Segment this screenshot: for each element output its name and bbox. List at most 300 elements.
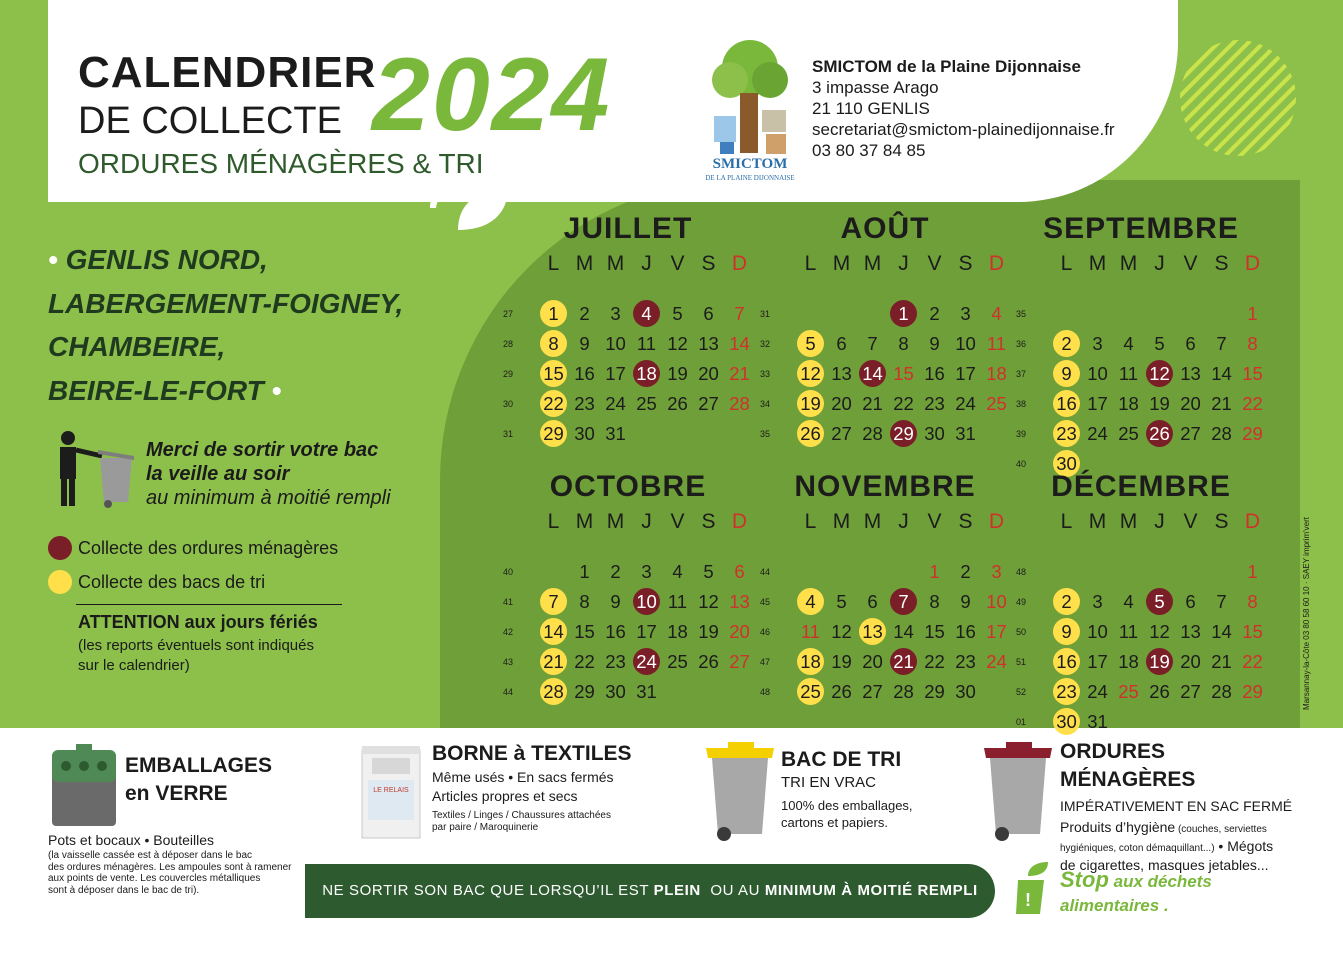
calendar-day: 26 <box>831 681 852 702</box>
calendar-day: 31 <box>605 423 626 444</box>
calendar-day: 15 <box>1242 621 1263 642</box>
calendar-day: 17 <box>1087 393 1108 414</box>
weekday-header <box>1043 510 1260 536</box>
calendar-day: 16 <box>1053 648 1080 675</box>
calendar-day: 29 <box>924 681 945 702</box>
calendar-day: 17 <box>636 621 657 642</box>
attention-subtext: (les reports éventuels sont indiqués sur le calendrier) <box>78 637 314 674</box>
weekday-label: V <box>670 510 685 533</box>
textile-lines: Même usés • En sacs fermés Articles propres et secs <box>432 769 614 804</box>
title-line-2: DE COLLECTE <box>78 100 342 142</box>
calendar-day: 27 <box>729 651 750 672</box>
calendar-day: 25 <box>1118 681 1139 702</box>
calendar-day: 27 <box>862 681 883 702</box>
leaf-decoration-icon <box>428 182 510 232</box>
printer-credit: Marsannay-la-Côte 03 80 58 60 10 · SAEY imprim'vert <box>1302 516 1311 710</box>
calendar-day: 24 <box>1087 423 1108 444</box>
calendar-day: 2 <box>1053 588 1080 615</box>
calendar-day: 20 <box>831 393 852 414</box>
week-number: 34 <box>760 399 771 409</box>
calendar-day: 29 <box>540 420 567 447</box>
week-number: 40 <box>503 567 514 577</box>
calendar-day: 4 <box>633 300 660 327</box>
calendar-day: 7 <box>890 588 917 615</box>
calendar-day: 4 <box>797 588 824 615</box>
weekday-label: D <box>731 510 748 533</box>
stop-food-waste-icon <box>1014 860 1054 916</box>
weekday-label: L <box>1060 510 1073 533</box>
month-title: DÉCEMBRE <box>1051 470 1231 503</box>
calendar-day: 7 <box>734 303 745 324</box>
week-number: 51 <box>1016 657 1027 667</box>
calendar-day: 29 <box>1242 681 1263 702</box>
weekday-label: J <box>641 252 652 275</box>
calendar-day: 21 <box>890 648 917 675</box>
calendar-day: 3 <box>1092 591 1103 612</box>
weekday-label: D <box>988 510 1005 533</box>
calendar-day: 8 <box>898 333 909 354</box>
week-number: 49 <box>1016 597 1027 607</box>
svg-text:LE RELAIS: LE RELAIS <box>373 787 409 794</box>
calendar-day: 12 <box>698 591 719 612</box>
calendar-day: 15 <box>1242 363 1263 384</box>
week-number: 50 <box>1016 627 1027 637</box>
calendar-day: 14 <box>540 618 567 645</box>
person-putting-out-bin-icon <box>50 430 140 510</box>
town-3: CHAMBEIRE, <box>48 331 226 362</box>
weekday-label: V <box>1183 252 1198 275</box>
calendar-day: 28 <box>893 681 914 702</box>
bottom-banner: NE SORTIR SON BAC QUE LORSQU’IL EST PLEIN OU AU MINIMUM À MOITIÉ REMPLI <box>305 864 995 918</box>
calendar-day: 28 <box>1211 423 1232 444</box>
calendar-day: 18 <box>633 360 660 387</box>
month-4 <box>503 470 753 730</box>
weekday-label: L <box>1060 252 1073 275</box>
calendar-day: 22 <box>1242 393 1263 414</box>
calendar-day: 26 <box>667 393 688 414</box>
month-title: OCTOBRE <box>549 470 707 503</box>
calendar-day: 29 <box>1242 423 1263 444</box>
calendar-day: 16 <box>605 621 626 642</box>
calendar-day: 1 <box>890 300 917 327</box>
calendar-day: 4 <box>991 303 1002 324</box>
calendar-day: 28 <box>540 678 567 705</box>
week-number: 29 <box>503 369 514 379</box>
weekday-label: L <box>804 252 817 275</box>
org-email[interactable]: secretariat@smictom-plainedijonnaise.fr <box>812 120 1115 139</box>
attention-divider <box>76 604 342 605</box>
calendar-day: 25 <box>986 393 1007 414</box>
weekday-label: J <box>1154 252 1165 275</box>
calendar-day: 9 <box>1053 618 1080 645</box>
weekday-label: D <box>731 252 748 275</box>
weekday-label: M <box>863 252 882 275</box>
calendar-day: 17 <box>955 363 976 384</box>
calendar-day: 8 <box>1247 333 1258 354</box>
calendar-day: 18 <box>1118 393 1139 414</box>
calendar-day: 13 <box>859 618 886 645</box>
calendar-day: 13 <box>698 333 719 354</box>
calendar-day: 31 <box>955 423 976 444</box>
week-number: 31 <box>760 309 771 319</box>
calendar-day: 15 <box>893 363 914 384</box>
calendar-day: 18 <box>986 363 1007 384</box>
weekday-label: J <box>1154 510 1165 533</box>
calendar-day: 19 <box>1149 393 1170 414</box>
calendar-day: 23 <box>955 651 976 672</box>
calendar-day: 1 <box>1247 303 1258 324</box>
calendar-day: 14 <box>893 621 914 642</box>
weekday-label: V <box>927 252 942 275</box>
calendar-day: 1 <box>929 561 940 582</box>
calendar-day: 6 <box>734 561 745 582</box>
calendar-day: 8 <box>579 591 590 612</box>
calendar-day: 11 <box>986 333 1007 354</box>
month-6 <box>1016 470 1266 730</box>
calendar-day: 28 <box>862 423 883 444</box>
om-title: ORDURES MÉNAGÈRES <box>1060 740 1196 791</box>
calendar-day: 19 <box>667 363 688 384</box>
week-number: 43 <box>503 657 514 667</box>
calendar-day: 12 <box>797 360 824 387</box>
calendar-day: 7 <box>1216 333 1227 354</box>
calendar-day: 6 <box>703 303 714 324</box>
tri-sub: TRI EN VRAC <box>781 774 877 791</box>
calendar-day: 22 <box>924 651 945 672</box>
calendar-day: 27 <box>831 423 852 444</box>
legend-om-label: Collecte des ordures ménagères <box>78 538 339 558</box>
calendar-day: 8 <box>1247 591 1258 612</box>
calendar-day: 30 <box>924 423 945 444</box>
calendar-day: 3 <box>960 303 971 324</box>
weekday-label: J <box>641 510 652 533</box>
calendar-day: 27 <box>1180 681 1201 702</box>
week-number: 30 <box>503 399 514 409</box>
week-number: 48 <box>1016 567 1027 577</box>
calendar-day: 13 <box>1180 363 1201 384</box>
calendar-day: 1 <box>1247 561 1258 582</box>
calendar-day: 10 <box>955 333 976 354</box>
week-number: 41 <box>503 597 514 607</box>
calendar-day: 21 <box>1211 393 1232 414</box>
weekday-label: V <box>670 252 685 275</box>
weekday-label: D <box>1244 252 1261 275</box>
month-title: AOÛT <box>840 212 930 245</box>
week-number: 38 <box>1016 399 1027 409</box>
calendar-day: 18 <box>667 621 688 642</box>
calendar-day: 20 <box>1180 393 1201 414</box>
calendar-day: 16 <box>1053 390 1080 417</box>
week-number: 45 <box>760 597 771 607</box>
calendar-day: 31 <box>636 681 657 702</box>
town-4: BEIRE-LE-FORT • <box>48 374 282 406</box>
organization-block <box>812 56 1115 161</box>
om-lines: Produits d’hygiène (couches, serviettes hygiéniques, coton démaquillant...) • Mégots de cigarettes, masques jetables... <box>1060 819 1274 873</box>
calendar-day: 25 <box>636 393 657 414</box>
calendar-day: 12 <box>667 333 688 354</box>
weekday-label: M <box>863 510 882 533</box>
weekday-label: M <box>575 252 594 275</box>
month-title: SEPTEMBRE <box>1043 212 1239 245</box>
tri-lines: 100% des emballages, cartons et papiers. <box>781 798 913 830</box>
weekday-label: M <box>575 510 594 533</box>
calendar-day: 20 <box>729 621 750 642</box>
calendar-day: 2 <box>579 303 590 324</box>
year: 2024 <box>372 37 612 153</box>
calendar-day: 14 <box>1211 621 1232 642</box>
calendar-day: 24 <box>605 393 626 414</box>
weekday-label: S <box>958 510 973 533</box>
calendar-day: 21 <box>1211 651 1232 672</box>
calendar-day: 30 <box>1053 450 1080 477</box>
calendar-day: 10 <box>1087 363 1108 384</box>
weekday-label: M <box>1119 252 1138 275</box>
weekday-header <box>787 510 1004 536</box>
calendar-day: 17 <box>605 363 626 384</box>
town-2: LABERGEMENT-FOIGNEY, <box>48 287 404 319</box>
legend-om-dot <box>48 536 72 560</box>
calendar-day: 14 <box>859 360 886 387</box>
calendar-day: 3 <box>610 303 621 324</box>
weekday-label: S <box>701 510 716 533</box>
logo-text: SMICTOM <box>712 156 788 172</box>
calendar-day: 16 <box>924 363 945 384</box>
calendar-day: 25 <box>1118 423 1139 444</box>
calendar-day: 9 <box>960 591 971 612</box>
calendar-day: 2 <box>929 303 940 324</box>
calendar-day: 16 <box>955 621 976 642</box>
calendar-day: 5 <box>672 303 683 324</box>
calendar-day: 11 <box>1118 363 1139 384</box>
weekday-label: L <box>804 510 817 533</box>
calendar-day: 10 <box>986 591 1007 612</box>
month-title: JUILLET <box>563 212 693 245</box>
textile-bin-icon <box>360 744 422 840</box>
weekday-header <box>530 252 747 278</box>
calendar-day: 24 <box>1087 681 1108 702</box>
weekday-header <box>1043 252 1260 278</box>
week-number: 36 <box>1016 339 1027 349</box>
logo-subtext: DE LA PLAINE DIJONNAISE <box>705 174 795 182</box>
weekday-label: M <box>606 510 625 533</box>
calendar-day: 12 <box>1149 621 1170 642</box>
calendar-day: 4 <box>1123 591 1134 612</box>
weekday-label: J <box>898 510 909 533</box>
calendar-day: 25 <box>797 678 824 705</box>
om-sub: IMPÉRATIVEMENT EN SAC FERMÉ <box>1060 798 1293 814</box>
weekday-label: V <box>1183 510 1198 533</box>
calendar-day: 26 <box>698 651 719 672</box>
week-number: 27 <box>503 309 514 319</box>
calendar-day: 7 <box>540 588 567 615</box>
calendar-day: 1 <box>540 300 567 327</box>
calendar-day: 30 <box>955 681 976 702</box>
calendar-day: 23 <box>1053 420 1080 447</box>
textile-title: BORNE à TEXTILES <box>432 742 632 765</box>
legend-tri-dot <box>48 570 72 594</box>
org-name: SMICTOM de la Plaine Dijonnaise <box>812 57 1081 76</box>
calendar-day: 26 <box>797 420 824 447</box>
calendar-day: 10 <box>1087 621 1108 642</box>
week-number: 40 <box>1016 459 1027 469</box>
calendar-day: 26 <box>1146 420 1173 447</box>
week-number: 44 <box>503 687 514 697</box>
month-title: NOVEMBRE <box>794 470 976 503</box>
glass-note: (la vaisselle cassée est à déposer dans le bac des ordures ménagères. Les ampoules sont à ramener aux points de vente. Les couvercles métalliques sont à déposer dans le bac de tri). <box>48 850 292 896</box>
legend-tri-label: Collecte des bacs de tri <box>78 572 266 592</box>
calendar-day: 24 <box>986 651 1007 672</box>
calendar-day: 20 <box>862 651 883 672</box>
weekday-label: D <box>988 252 1005 275</box>
calendar-day: 2 <box>960 561 971 582</box>
calendar-day: 26 <box>1149 681 1170 702</box>
week-number: 35 <box>1016 309 1027 319</box>
calendar-day: 8 <box>929 591 940 612</box>
month-3 <box>1016 212 1266 472</box>
calendar-day: 5 <box>797 330 824 357</box>
calendar-day: 5 <box>1146 588 1173 615</box>
attention-title: ATTENTION aux jours fériés <box>78 612 318 632</box>
title-line-3: ORDURES MÉNAGÈRES & TRI <box>78 148 484 179</box>
weekday-header <box>787 252 1004 278</box>
calendar-day: 29 <box>574 681 595 702</box>
glass-title: EMBALLAGES en VERRE <box>125 754 272 805</box>
calendar-day: 12 <box>831 621 852 642</box>
weekday-label: L <box>547 510 560 533</box>
org-city: 21 110 GENLIS <box>812 99 930 118</box>
calendar-day: 28 <box>729 393 750 414</box>
calendar-day: 23 <box>605 651 626 672</box>
calendar-day: 22 <box>540 390 567 417</box>
calendar-day: 4 <box>672 561 683 582</box>
weekday-label: M <box>1088 510 1107 533</box>
calendar-day: 3 <box>1092 333 1103 354</box>
calendar-day: 19 <box>797 390 824 417</box>
calendar-day: 18 <box>797 648 824 675</box>
org-phone[interactable]: 03 80 37 84 85 <box>812 141 926 160</box>
calendar-day: 22 <box>574 651 595 672</box>
weekday-label: S <box>701 252 716 275</box>
calendar-day: 5 <box>703 561 714 582</box>
notice-bold: Merci de sortir votre bac la veille au soir <box>146 439 379 485</box>
calendar-day: 8 <box>540 330 567 357</box>
week-number: 44 <box>760 567 771 577</box>
calendar-day: 15 <box>924 621 945 642</box>
calendar-day: 21 <box>729 363 750 384</box>
stripe-decoration <box>1178 38 1298 158</box>
calendar-day: 22 <box>1242 651 1263 672</box>
tri-title: BAC DE TRI <box>781 748 902 771</box>
calendar-day: 14 <box>729 333 750 354</box>
calendar-day: 31 <box>1087 711 1108 732</box>
calendar-day: 5 <box>1154 333 1165 354</box>
calendar-day: 7 <box>867 333 878 354</box>
weekday-label: L <box>547 252 560 275</box>
week-number: 28 <box>503 339 514 349</box>
calendar-day: 28 <box>1211 681 1232 702</box>
weekday-label: M <box>606 252 625 275</box>
calendar-day: 20 <box>698 363 719 384</box>
weekday-label: D <box>1244 510 1261 533</box>
calendar-day: 17 <box>986 621 1007 642</box>
calendar-day: 13 <box>729 591 750 612</box>
calendar-day: 13 <box>1180 621 1201 642</box>
town-1: • GENLIS NORD, <box>48 244 268 275</box>
week-number: 32 <box>760 339 771 349</box>
calendar-day: 19 <box>1146 648 1173 675</box>
calendar-day: 23 <box>574 393 595 414</box>
calendar-day: 4 <box>1123 333 1134 354</box>
calendar-day: 22 <box>893 393 914 414</box>
week-number: 46 <box>760 627 771 637</box>
calendar-day: 27 <box>698 393 719 414</box>
calendar-day: 16 <box>574 363 595 384</box>
calendar-day: 11 <box>1118 621 1139 642</box>
weekday-label: J <box>898 252 909 275</box>
calendar-day: 23 <box>1053 678 1080 705</box>
calendar-day: 24 <box>633 648 660 675</box>
towns-list <box>48 238 403 412</box>
calendar-day: 5 <box>836 591 847 612</box>
calendar-day: 30 <box>1053 708 1080 735</box>
calendar-day: 7 <box>1216 591 1227 612</box>
weekday-label: S <box>1214 252 1229 275</box>
calendar-day: 15 <box>574 621 595 642</box>
week-number: 35 <box>760 429 771 439</box>
calendar-day: 11 <box>667 591 688 612</box>
calendar-day: 1 <box>579 561 590 582</box>
calendar-day: 11 <box>800 621 821 642</box>
week-number: 37 <box>1016 369 1027 379</box>
calendar-day: 12 <box>1146 360 1173 387</box>
weekday-label: S <box>958 252 973 275</box>
yellow-bin-icon <box>704 740 776 842</box>
calendar-day: 11 <box>636 333 657 354</box>
calendar-day: 25 <box>667 651 688 672</box>
calendar-day: 23 <box>924 393 945 414</box>
calendar-day: 6 <box>1185 333 1196 354</box>
calendar-day: 10 <box>605 333 626 354</box>
calendar-day: 6 <box>836 333 847 354</box>
calendar-day: 30 <box>605 681 626 702</box>
week-number: 01 <box>1016 717 1027 727</box>
calendar-day: 9 <box>1053 360 1080 387</box>
calendar-day: 3 <box>991 561 1002 582</box>
notice-minimum: au minimum à moitié rempli <box>146 487 391 509</box>
weekday-label: M <box>1088 252 1107 275</box>
weekday-label: M <box>832 510 851 533</box>
month-2 <box>760 212 1010 472</box>
weekday-label: M <box>1119 510 1138 533</box>
weekday-label: S <box>1214 510 1229 533</box>
calendar-day: 20 <box>1180 651 1201 672</box>
calendar-day: 30 <box>574 423 595 444</box>
calendar-day: 19 <box>831 651 852 672</box>
calendar-day: 15 <box>540 360 567 387</box>
calendar-day: 14 <box>1211 363 1232 384</box>
calendar-day: 9 <box>610 591 621 612</box>
org-address: 3 impasse Arago <box>812 78 939 97</box>
calendar-day: 29 <box>890 420 917 447</box>
stop-food-waste-text: Stop aux déchets alimentaires . <box>1060 867 1212 915</box>
week-number: 47 <box>760 657 771 667</box>
calendar-day: 6 <box>867 591 878 612</box>
calendar-day: 21 <box>540 648 567 675</box>
calendar-day: 24 <box>955 393 976 414</box>
title-line-1: CALENDRIER <box>78 48 377 97</box>
calendar-day: 2 <box>610 561 621 582</box>
calendar-day: 6 <box>1185 591 1196 612</box>
